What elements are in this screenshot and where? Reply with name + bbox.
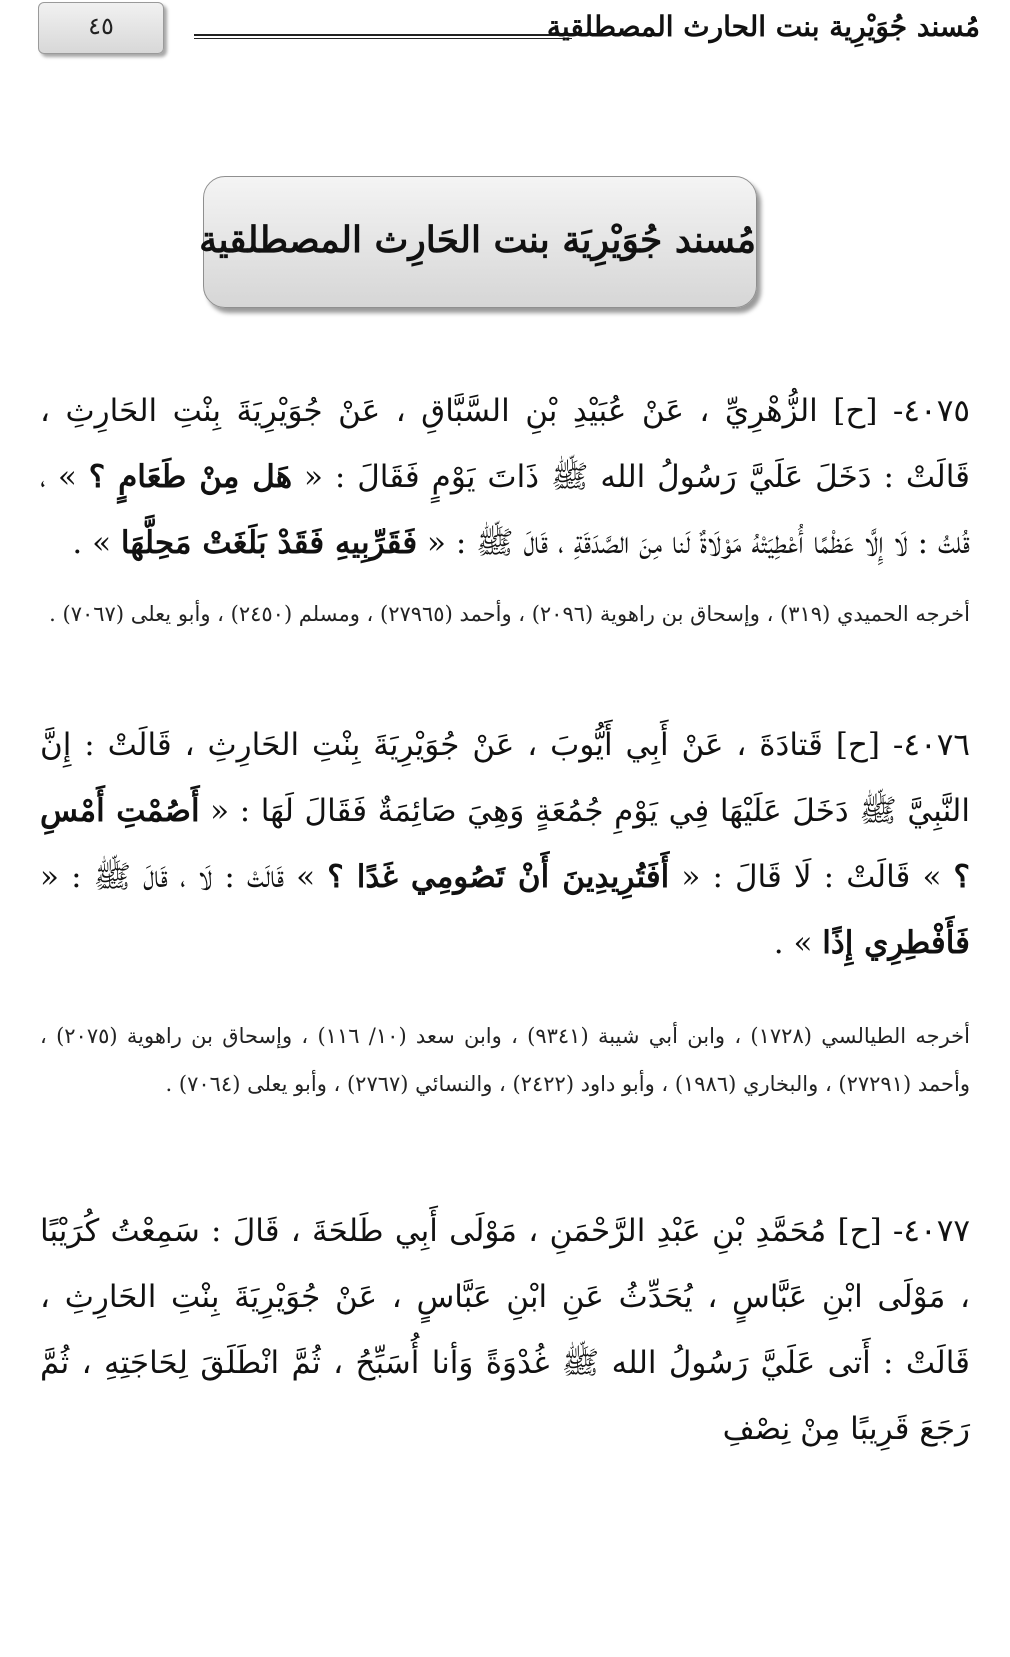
page-number: ٤٥ (38, 2, 164, 54)
running-title: مُسند جُوَيْرِية بنت الحارث المصطلقية (546, 10, 980, 43)
prophetic-quote: هَل مِنْ طَعَامٍ ؟ (88, 459, 293, 495)
hadith-entry-4076 (40, 712, 970, 976)
prophetic-quote: فَأَفْطِرِي إِذًا (822, 925, 970, 961)
entry-text: » قَالَتْ : لَا قَالَ : « (669, 859, 954, 895)
entry-text: » . (72, 525, 121, 561)
header-rule (194, 34, 572, 39)
entry-text: » ، قُلتُ : لَا إِلَّا عَظْمًا أُعْطِيَتْهُ مَوْلَاةٌ لَنا مِنَ الصَّدَقَةِ ، قَالَ ﷺ : « (40, 459, 970, 561)
entry-number: ٤٠٧٦ (903, 727, 970, 763)
hadith-entry-4075 (40, 378, 970, 576)
entry-text: - [ح] الزُّهْرِيِّ ، عَنْ عُبَيْدِ بْنِ السَّبَّاقِ ، عَنْ جُوَيْرِيَةَ بِنْتِ الحَارِثِ ، قَالَتْ : دَخَلَ عَلَيَّ رَسُولُ الله ﷺ ذَاتَ يَوْمٍ فَقَالَ : « (40, 393, 970, 495)
running-header (36, 0, 980, 60)
prophetic-quote: أَصُمْتِ أَمْسِ ؟ (40, 793, 970, 895)
hadith-reference-4076: أخرجه الطيالسي (١٧٢٨) ، وابن أبي شيبة (٩٣٤١) ، وابن سعد (١٠/ ١١٦) ، وإسحاق بن راهوية (٢٠٧٥) ، وأحمد (٢٧٢٩١) ، والبخاري (١٩٨٦) ، وأبو داود (٢٤٢٢) ، والنسائي (٢٧٦٧) ، وأبو يعلى (٧٠٦٤) . (40, 1024, 970, 1096)
entry-text: - [ح] مُحَمَّدِ بْنِ عَبْدِ الرَّحْمَنِ ، مَوْلَى أَبِي طَلحَةَ ، قَالَ : سَمِعْتُ كُرَيْبًا ، مَوْلَى ابْنِ عَبَّاسٍ ، يُحَدِّثُ عَنِ ابْنِ عَبَّاسٍ ، عَنْ جُوَيْرِيَةَ بِنْتِ الحَارِثِ ، قَالَتْ : أَتى عَلَيَّ رَسُولُ الله ﷺ غُدْوَةً وَأنا أُسَبِّحُ ، ثُمَّ انْطَلَقَ لِحَاجَتِهِ ، ثُمَّ رَجَعَ قَرِيبًا مِنْ نِصْفِ (40, 1213, 970, 1447)
entry-text: - [ح] قَتادَةَ ، عَنْ أَبِي أَيُّوبَ ، عَنْ جُوَيْرِيَةَ بِنْتِ الحَارِثِ ، قَالَتْ : إِنَّ النَّبِيَّ ﷺ دَخَلَ عَلَيْهَا فِي يَوْمِ جُمُعَةٍ وَهِيَ صَائِمَةٌ فَقَالَ لَهَا : « (40, 727, 970, 829)
hadith-reference-4075: أخرجه الحميدي (٣١٩) ، وإسحاق بن راهوية (٢٠٩٦) ، وأحمد (٢٧٩٦٥) ، ومسلم (٢٤٥٠) ، وأبو يعلى (٧٠٦٧) . (49, 602, 970, 626)
hadith-entry-4077 (40, 1198, 970, 1462)
prophetic-quote: أَفَتُرِيدِينَ أَنْ تَصُومِي غَدًا ؟ (327, 859, 670, 895)
entry-text: » . (773, 925, 823, 961)
entry-number: ٤٠٧٧ (903, 1213, 970, 1249)
entry-text: » قَالَتْ : لَا ، قَالَ ﷺ : « (40, 859, 328, 895)
entry-number: ٤٠٧٥ (903, 393, 970, 429)
prophetic-quote: فَقَرِّبِيهِ فَقَدْ بَلَغَتْ مَحِلَّهَا (120, 525, 418, 561)
section-title: مُسند جُوَيْرِيَة بنت الحَارِث المصطلقية (203, 176, 757, 308)
